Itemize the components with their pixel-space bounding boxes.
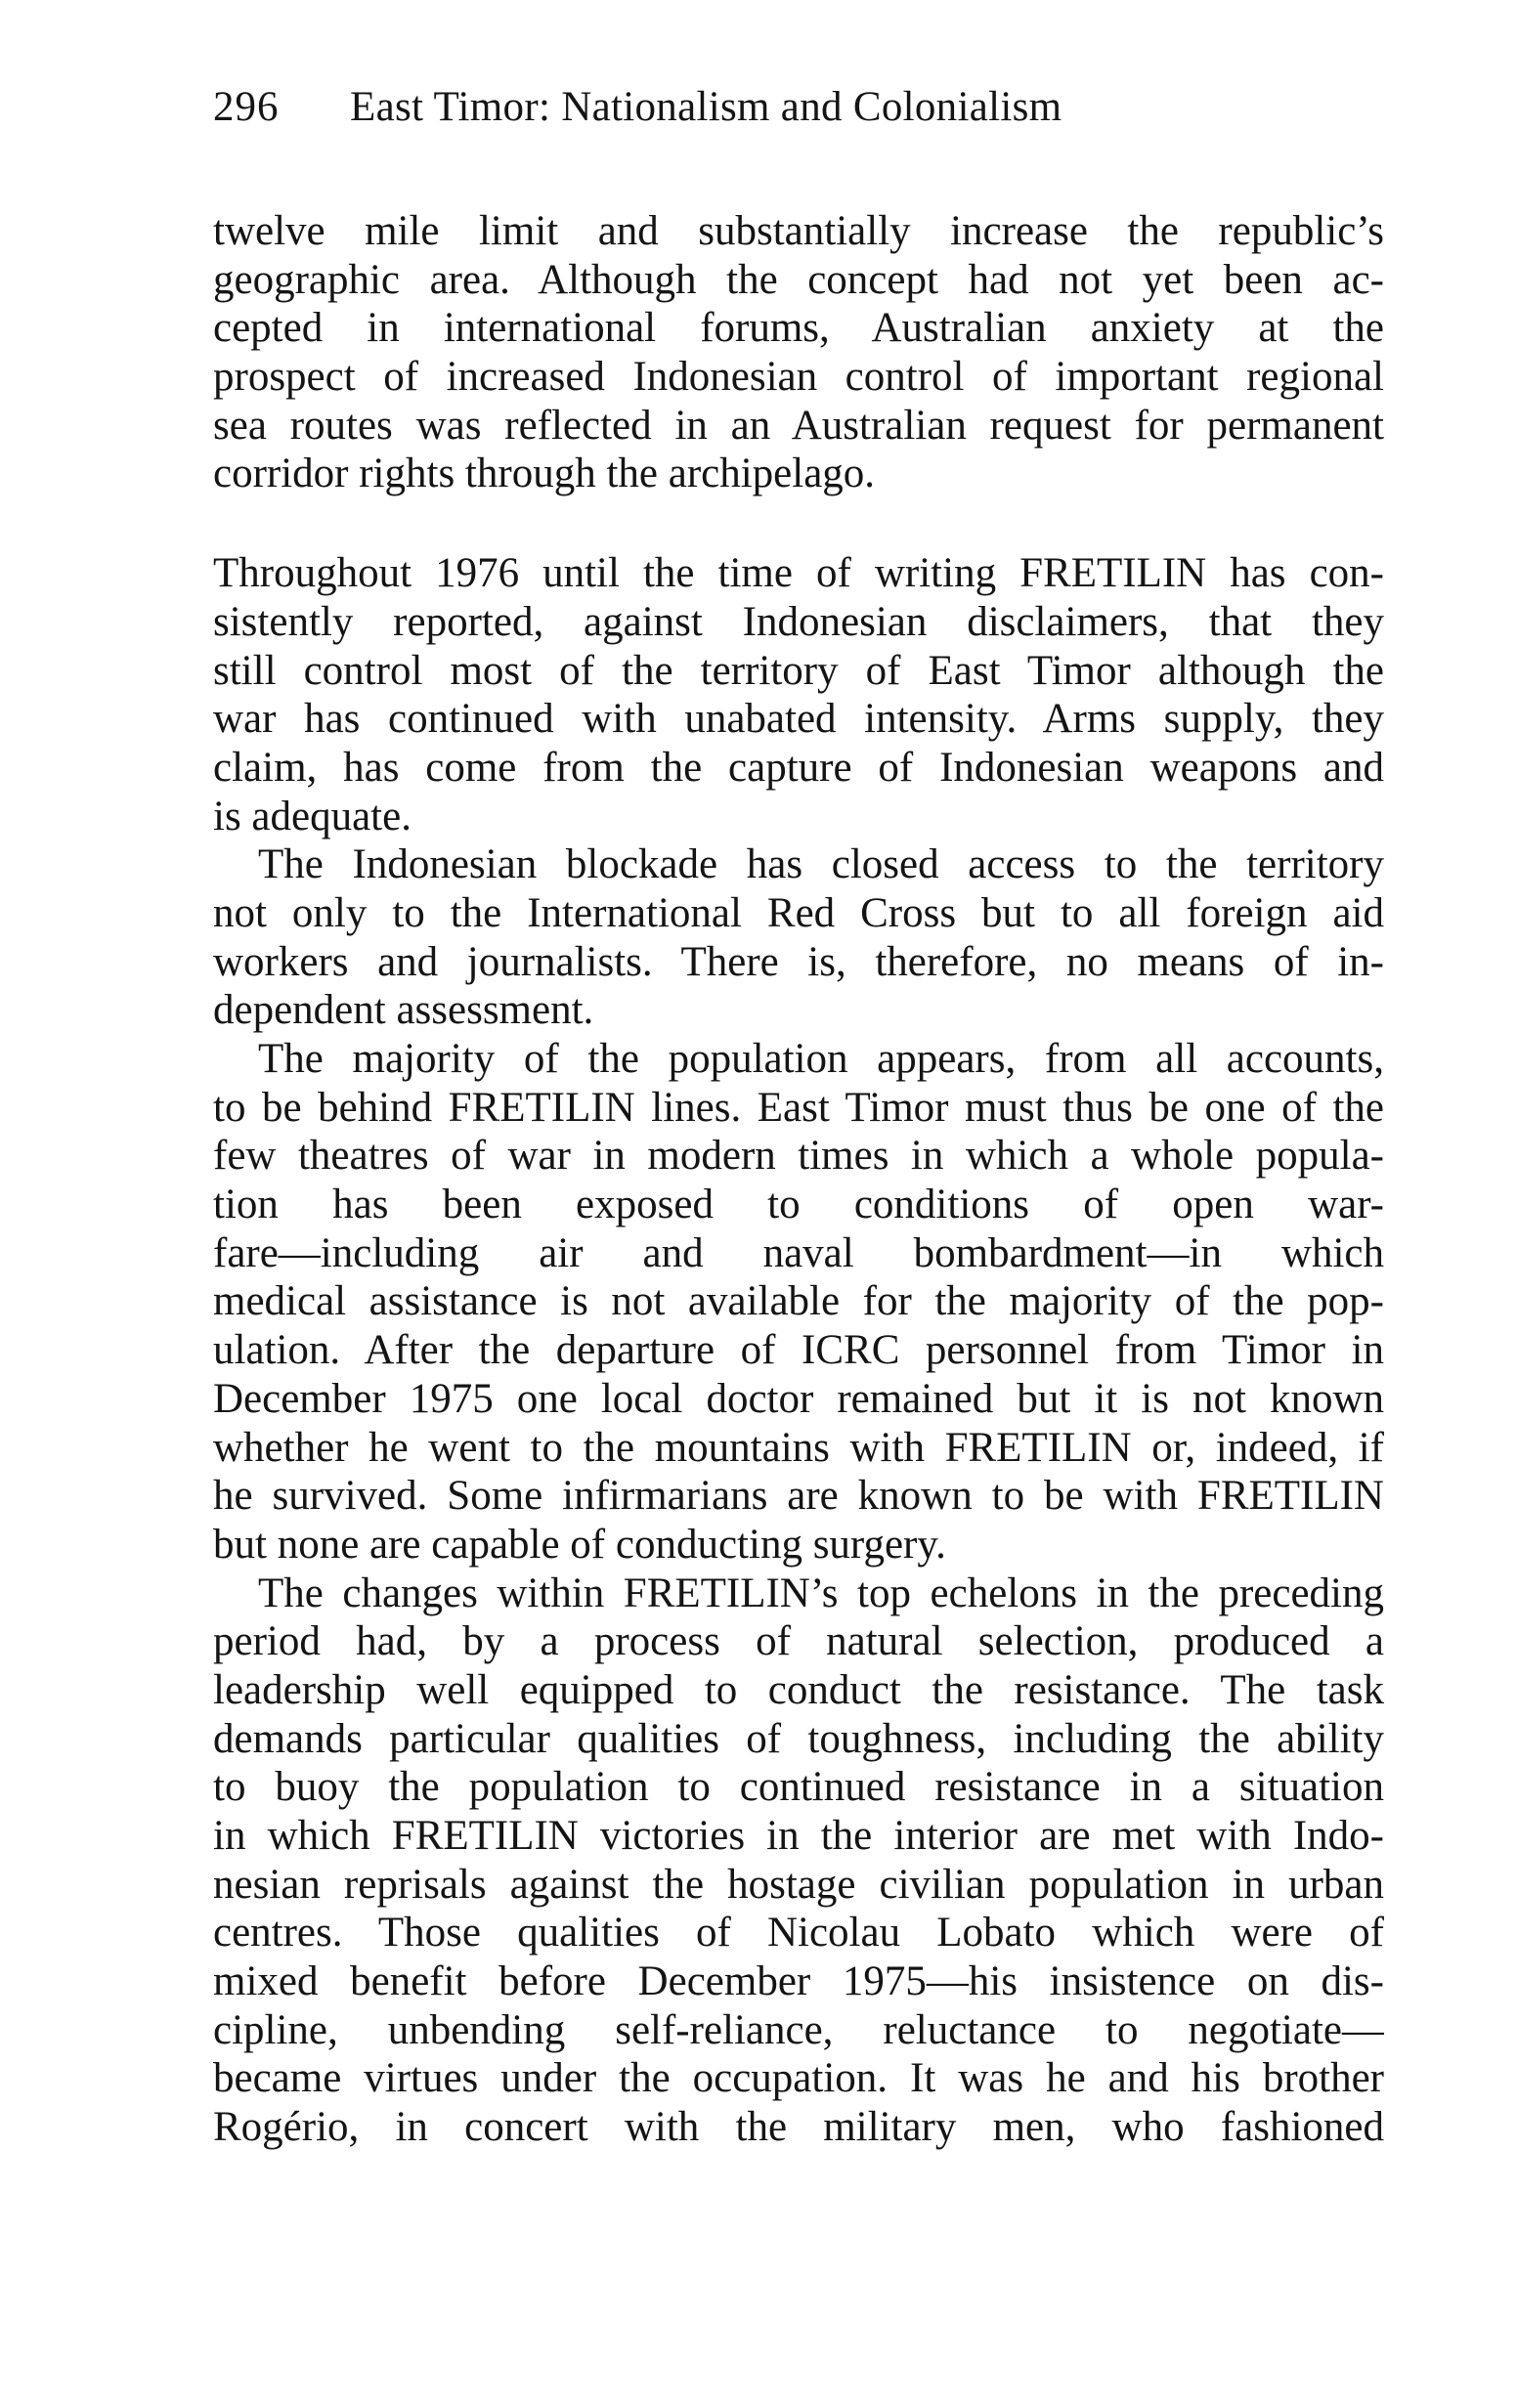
page-number: 296	[213, 84, 280, 130]
text-line: demands particular qualities of toughness, including the ability	[213, 1715, 1384, 1762]
text-line: prospect of increased Indonesian control of important regional	[213, 354, 1384, 401]
text-line: dependent assessment.	[213, 987, 594, 1034]
text-line: few theatres of war in modern times in which a whole popula-	[213, 1133, 1384, 1180]
text-line: not only to the International Red Cross but to all foreign aid	[213, 889, 1384, 936]
text-line: mixed benefit before December 1975—his insistence on dis-	[213, 1958, 1384, 2005]
text-line: leadership well equipped to conduct the resistance. The task	[213, 1666, 1384, 1713]
text-line: cipline, unbending self-reliance, reluctance to negotiate—	[213, 2006, 1384, 2053]
text-line: sea routes was reflected in an Australian request for permanent	[213, 402, 1384, 449]
text-line: ulation. After the departure of ICRC personnel from Timor in	[213, 1327, 1384, 1374]
running-head	[213, 78, 1062, 137]
text-line: The changes within FRETILIN’s top echelons in the preceding	[258, 1570, 1384, 1616]
text-line: war has continued with unabated intensity. Arms supply, they	[213, 696, 1384, 743]
text-line: is adequate.	[213, 793, 412, 839]
text-line: December 1975 one local doctor remained but it is not known	[213, 1375, 1384, 1422]
paragraph	[213, 840, 1384, 1035]
paragraph	[213, 549, 1384, 840]
text-line: tion has been exposed to conditions of open war-	[213, 1182, 1384, 1228]
text-line: in which FRETILIN victories in the interior are met with Indo-	[213, 1813, 1384, 1859]
paragraph	[213, 1570, 1384, 2152]
text-line: Rogério, in concert with the military men, who fashioned	[213, 2104, 1384, 2151]
text-line: claim, has come from the capture of Indonesian weapons and	[213, 744, 1384, 791]
text-line: nesian reprisals against the hostage civilian population in urban	[213, 1861, 1384, 1908]
text-line: became virtues under the occupation. It was he and his brother	[213, 2055, 1384, 2102]
text-line: sistently reported, against Indonesian disclaimers, that they	[213, 598, 1384, 645]
text-line: fare—including air and naval bombardment—in which	[213, 1229, 1384, 1276]
text-line: cepted in international forums, Australian anxiety at the	[213, 305, 1384, 352]
text-line: corridor rights through the archipelago.	[213, 451, 876, 497]
text-line: workers and journalists. There is, therefore, no means of in-	[213, 938, 1384, 985]
text-line: twelve mile limit and substantially increase the republic’s	[213, 208, 1384, 254]
text-line: he survived. Some infirmarians are known to be with FRETILIN	[213, 1473, 1384, 1520]
text-line: to buoy the population to continued resistance in a situation	[213, 1764, 1384, 1811]
section-break	[213, 498, 1384, 549]
text-line: medical assistance is not available for the majority of the pop-	[213, 1278, 1384, 1325]
text-line: whether he went to the mountains with FRETILIN or, indeed, if	[213, 1424, 1384, 1471]
paragraph	[213, 1035, 1384, 1570]
text-line: The Indonesian blockade has closed access to the territory	[258, 841, 1384, 888]
text-line: The majority of the population appears, from all accounts,	[258, 1036, 1384, 1082]
text-line: but none are capable of conducting surgery.	[213, 1521, 946, 1568]
text-line: centres. Those qualities of Nicolau Lobato which were of	[213, 1910, 1384, 1956]
running-title: East Timor: Nationalism and Colonialism	[350, 84, 1062, 130]
text-line: Throughout 1976 until the time of writing FRETILIN has con-	[213, 550, 1384, 597]
text-line: geographic area. Although the concept had not yet been ac-	[213, 256, 1384, 303]
body-text	[213, 207, 1384, 2152]
text-line: period had, by a process of natural selection, produced a	[213, 1618, 1384, 1665]
text-line: still control most of the territory of East Timor although the	[213, 647, 1384, 694]
paragraph	[213, 207, 1384, 498]
text-line: to be behind FRETILIN lines. East Timor must thus be one of the	[213, 1084, 1384, 1131]
